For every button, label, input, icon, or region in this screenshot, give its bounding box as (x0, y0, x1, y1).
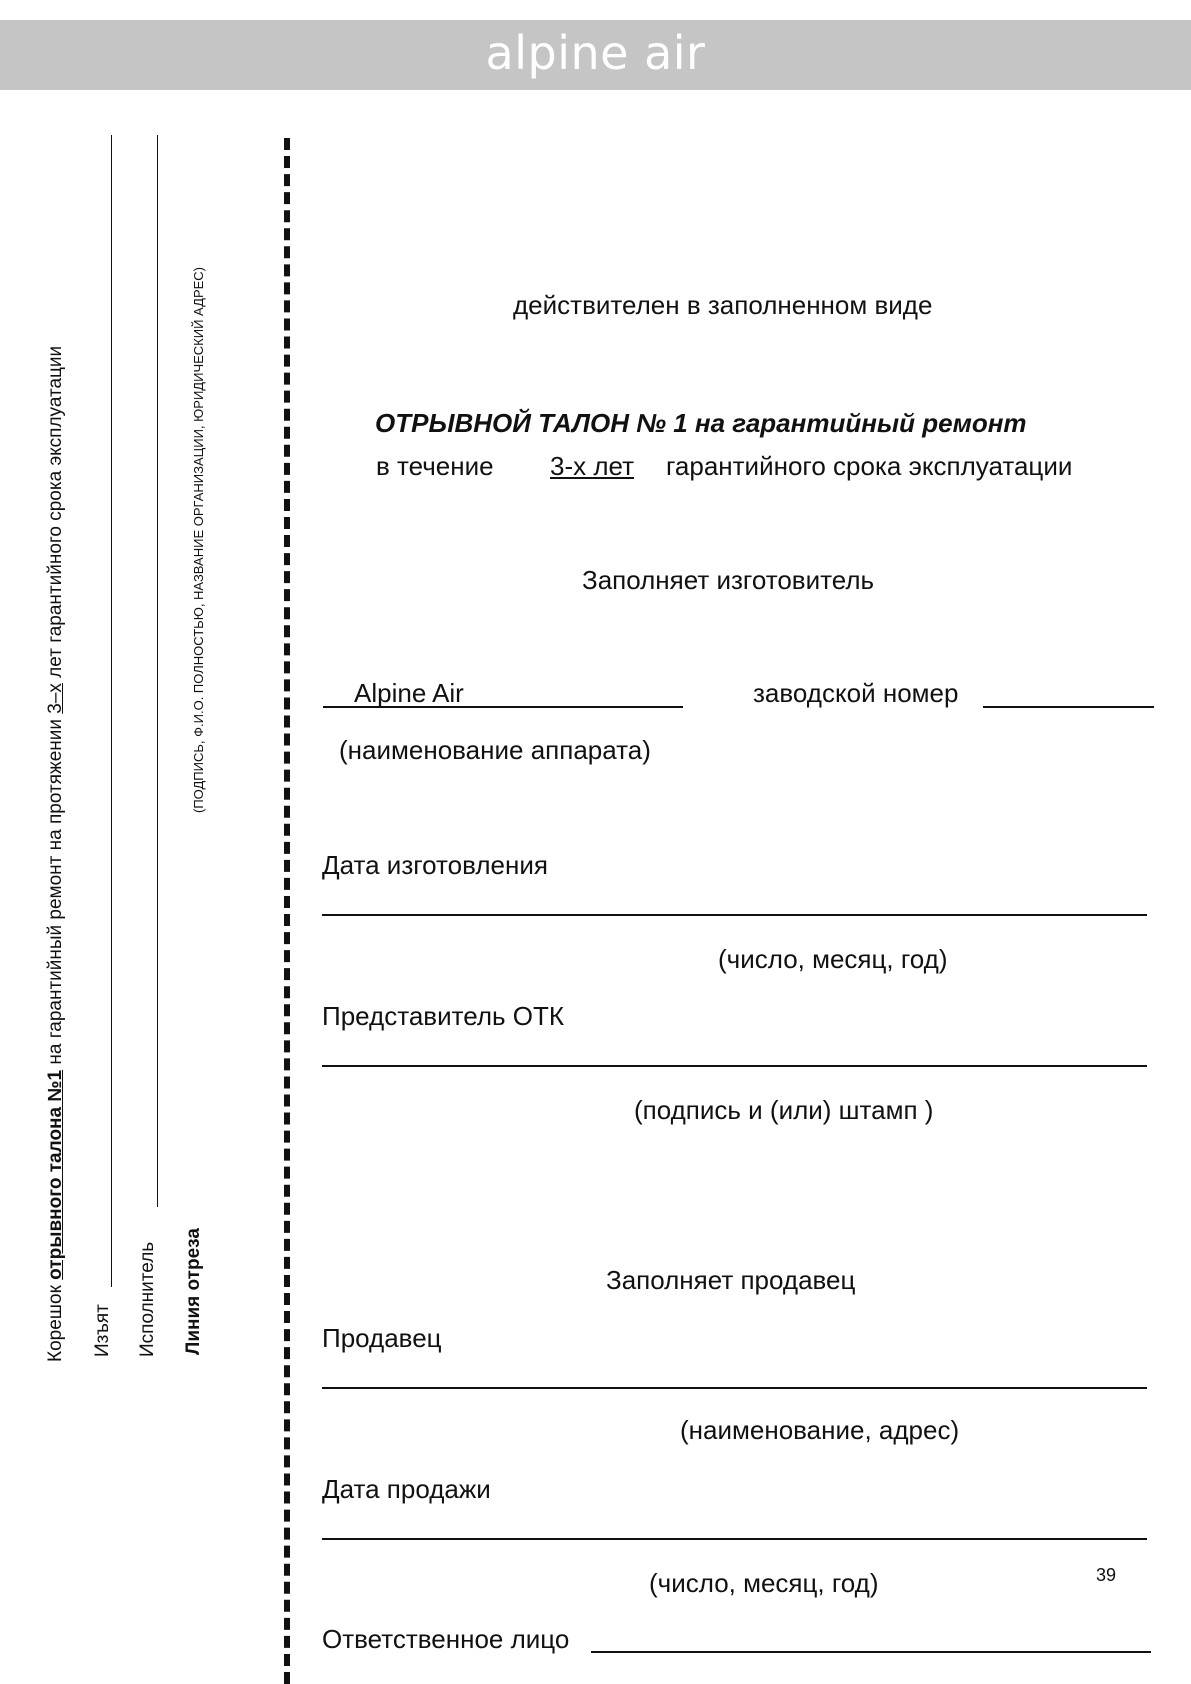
device-name-line (323, 706, 683, 708)
stub-executor-label: Исполнитель (137, 1241, 158, 1357)
responsible-line (591, 1651, 1151, 1653)
stub-mid: на гарантийный ремонт на протяжении (45, 713, 66, 1070)
device-name-hint: (наименование аппарата) (339, 735, 651, 765)
manufacturer-section-title: Заполняет изготовитель (582, 565, 875, 595)
stub-cut-label: Линия отреза (183, 1228, 204, 1355)
otk-hint: (подпись и (или) штамп ) (634, 1095, 934, 1125)
cut-line (284, 138, 290, 1684)
device-name-value: Alpine Air (354, 678, 464, 708)
page-number: 39 (1096, 1565, 1117, 1585)
sale-date-hint: (число, месяц, год) (649, 1568, 879, 1598)
stub-executor-line (157, 135, 158, 1207)
manufacture-date-label: Дата изготовления (322, 850, 548, 880)
during-label: в течение (376, 451, 494, 481)
warranty-period-suffix: гарантийного срока эксплуатации (666, 451, 1073, 481)
stub-talon: отрывного талона №1 (45, 1069, 66, 1280)
otk-line (322, 1065, 1147, 1067)
sale-date-line (322, 1538, 1147, 1540)
stub-withdrawn-line (111, 135, 112, 1287)
sale-date-label: Дата продажи (322, 1474, 491, 1504)
stub-suffix: лет гарантийного срока эксплуатации (45, 345, 66, 684)
manufacture-date-line (322, 914, 1147, 916)
stub-executor-hint: (ПОДПИСЬ, Ф.И.О. ПОЛНОСТЬЮ, НАЗВАНИЕ ОРГАНИЗАЦИИ, ЮРИДИЧЕСКИЙ АДРЕС) (191, 267, 206, 813)
responsible-label: Ответственное лицо (322, 1624, 570, 1654)
valid-note: действителен в заполненном виде (513, 290, 933, 320)
stub-withdrawn-label: Изъят (92, 1304, 113, 1357)
form-title: ОТРЫВНОЙ ТАЛОН № 1 на гарантийный ремонт (375, 408, 1027, 438)
otk-label: Представитель ОТК (322, 1001, 565, 1031)
stub-period: 3–х (45, 683, 66, 714)
stub-prefix: Корешок (45, 1279, 66, 1362)
seller-hint: (наименование, адрес) (680, 1415, 960, 1445)
header-band (0, 20, 1191, 90)
seller-line (322, 1387, 1147, 1389)
manufacture-date-hint: (число, месяц, год) (718, 944, 948, 974)
warranty-period: 3-х лет (550, 451, 635, 481)
seller-label: Продавец (322, 1323, 442, 1353)
seller-section-title: Заполняет продавец (606, 1265, 856, 1295)
stub-caption (44, 346, 68, 1362)
serial-number-line (983, 706, 1154, 708)
brand-title: alpine air (485, 26, 706, 80)
serial-number-label: заводской номер (753, 678, 959, 708)
